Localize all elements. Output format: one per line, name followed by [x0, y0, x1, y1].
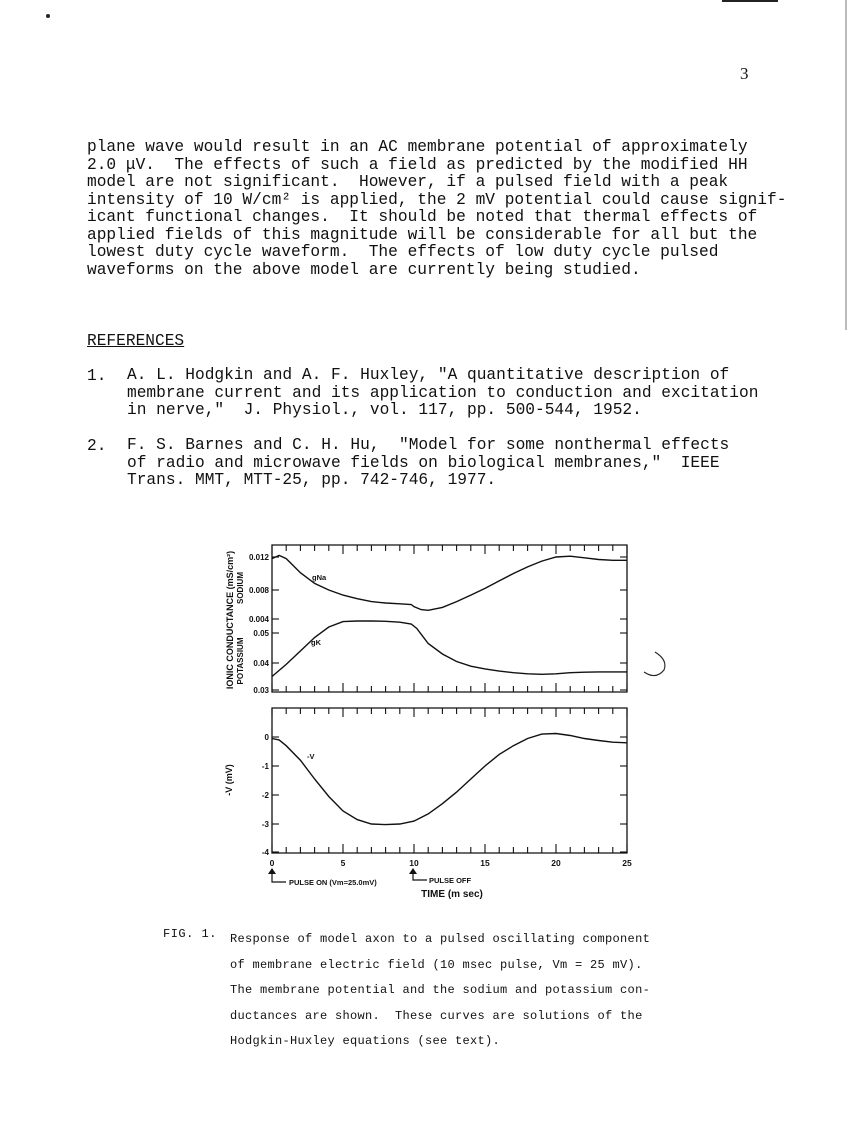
reference-number: 2. [87, 437, 107, 455]
x-tick-label: 15 [480, 858, 490, 868]
pulse-off-label: PULSE OFF [429, 876, 472, 885]
series-line-v [272, 734, 627, 825]
scan-mark [722, 0, 778, 2]
reference-line: membrane current and its application to conduction and excitation [127, 383, 759, 402]
caption-line: of membrane electric field (10 msec pulse, Vm = 25 mV). [230, 957, 643, 972]
page-number: 3 [740, 64, 749, 83]
y-tick-label: -3 [261, 820, 269, 829]
series-line-gk [272, 621, 627, 677]
x-tick-label: 0 [269, 858, 275, 868]
pulse-on-arrowhead [268, 868, 276, 874]
y-tick-label: 0.03 [253, 686, 269, 695]
figure-caption [230, 927, 670, 1055]
caption-label: FIG. 1. [163, 927, 217, 941]
conductance-panel-frame [272, 545, 627, 692]
paragraph-line: plane wave would result in an AC membrane potential of approximately [87, 138, 748, 156]
caption-line: The membrane potential and the sodium and potassium con- [230, 983, 651, 998]
paragraph-line: model are not significant. However, if a pulsed field with a peak [87, 173, 729, 191]
y-tick-label: 0.05 [253, 629, 269, 638]
reference-line: A. L. Hodgkin and A. F. Huxley, "A quantitative description of [127, 366, 730, 384]
y-axis-label-sodium: SODIUM [236, 572, 245, 604]
y-axis-label-voltage: -V (mV) [224, 764, 234, 796]
y-tick-label: -2 [261, 791, 269, 800]
paragraph-line: lowest duty cycle waveform. The effects of low duty cycle pulsed [87, 243, 719, 261]
x-tick-label: 10 [409, 858, 419, 868]
y-tick-label: 0 [264, 733, 269, 742]
reference-line: in nerve," J. Physiol., vol. 117, pp. 500-544, 1952. [127, 401, 642, 419]
series-label-v: -V [307, 752, 315, 761]
reference-number: 1. [87, 367, 107, 385]
x-axis-label: TIME (m sec) [421, 889, 483, 900]
voltage-panel-frame [272, 708, 627, 853]
y-axis-label-conductance: IONIC CONDUCTANCE (mS/cm²) [225, 550, 235, 690]
paragraph-line: waveforms on the above model are currently being studied. [87, 260, 641, 279]
caption-line: ductances are shown. These curves are solutions of the [230, 1008, 643, 1023]
scan-mark [845, 0, 847, 330]
y-tick-label: -1 [261, 762, 269, 771]
x-tick-label: 5 [340, 858, 346, 868]
paragraph-line: 2.0 μV. The effects of such a field as predicted by the modified HH [87, 155, 748, 174]
x-tick-label: 20 [551, 858, 561, 868]
y-tick-label: -4 [261, 848, 269, 857]
paragraph-line: applied fields of this magnitude will be considerable for all but the [87, 225, 758, 244]
pulse-off-arrowhead [409, 868, 417, 874]
x-tick-label: 25 [622, 858, 632, 868]
y-tick-label: 0.008 [248, 586, 269, 595]
y-tick-label: 0.04 [253, 659, 269, 668]
y-tick-label: 0.004 [248, 615, 269, 624]
reference-line: F. S. Barnes and C. H. Hu, "Model for some nonthermal effects [127, 436, 730, 454]
pulse-on-label: PULSE ON (Vm=25.0mV) [289, 878, 377, 887]
series-label-gna: gNa [312, 573, 327, 582]
handwritten-mark [644, 652, 665, 676]
y-tick-label: 0.012 [248, 553, 269, 562]
paragraph-line: icant functional changes. It should be noted that thermal effects of [87, 208, 758, 226]
reference-line: of radio and microwave fields on biological membranes," IEEE [127, 453, 720, 472]
y-axis-label-potassium: POTASSIUM [236, 637, 245, 685]
references-heading: REFERENCES [87, 332, 185, 350]
reference-line: Trans. MMT, MTT-25, pp. 742-746, 1977. [127, 471, 497, 489]
scan-mark [46, 14, 50, 18]
series-label-gk: gK [311, 638, 321, 647]
paragraph-line: intensity of 10 W/cm² is applied, the 2 mV potential could cause signif- [87, 190, 787, 209]
caption-line: Hodgkin-Huxley equations (see text). [230, 1034, 501, 1049]
caption-line: Response of model axon to a pulsed oscillating component [230, 932, 651, 946]
series-line-gna [272, 555, 627, 610]
